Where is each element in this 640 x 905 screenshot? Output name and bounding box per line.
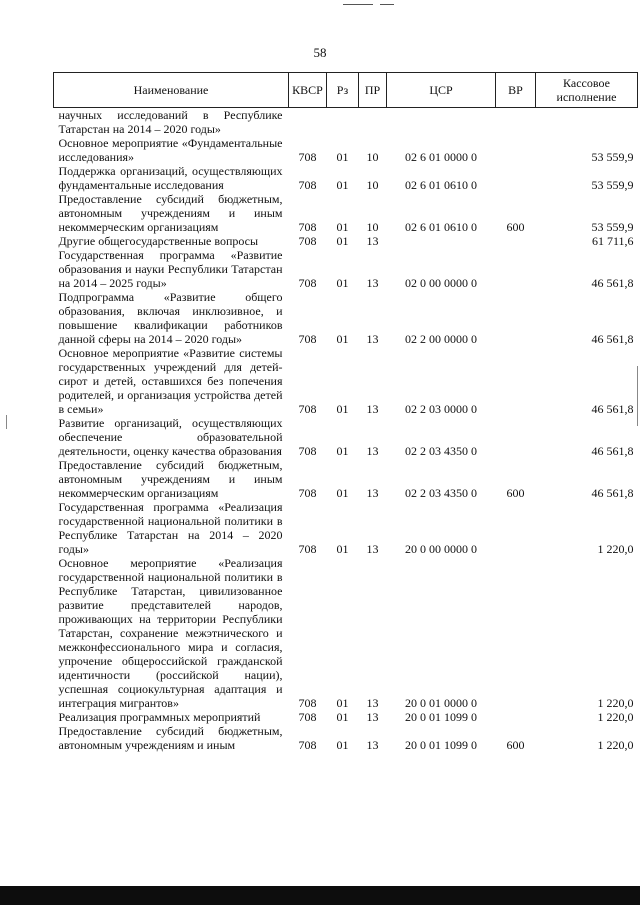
cell-csr	[387, 234, 496, 248]
cell-vr	[496, 710, 536, 724]
cell-kvsr: 708	[298, 710, 317, 724]
cell-name: Предоставление субсидий бюджетным, автономным учреждениям и иным некоммерческим организациям	[58, 192, 283, 234]
cell-name: Реализация программных мероприятий	[58, 710, 261, 724]
cell-rz: 01	[336, 710, 349, 724]
cell-csr: 02 6 01 0000 0	[405, 150, 477, 164]
cell-rz: 01	[336, 738, 349, 752]
cell-csr: 20 0 01 1099 0	[405, 710, 477, 724]
cell-kvsr	[289, 108, 327, 137]
cell-name: Предоставление субсидий бюджетным, автономным учреждениям и иным	[58, 724, 283, 752]
header-amount: Кассовое исполнение	[536, 73, 638, 108]
header-row	[54, 73, 638, 108]
cell-amount: 46 561,8	[591, 332, 634, 346]
table-row	[54, 164, 638, 192]
scan-mark-top-2	[380, 4, 394, 5]
cell-rz: 01	[336, 486, 349, 500]
budget-table-container	[53, 72, 637, 752]
cell-vr	[496, 136, 536, 164]
table-row	[54, 248, 638, 290]
cell-amount: 53 559,9	[591, 150, 634, 164]
cell-pr: 13	[366, 486, 379, 500]
page-number: 58	[313, 45, 327, 60]
cell-csr	[387, 108, 496, 137]
cell-csr: 20 0 01 1099 0	[405, 738, 477, 752]
cell-pr: 13	[366, 276, 379, 290]
cell-pr: 10	[366, 178, 379, 192]
cell-rz: 01	[336, 220, 349, 234]
table-row	[54, 710, 638, 724]
table-row	[54, 108, 638, 137]
cell-rz: 01	[336, 402, 349, 416]
cell-vr	[496, 500, 536, 556]
cell-kvsr: 708	[298, 696, 317, 710]
cell-csr: 02 2 03 4350 0	[405, 444, 477, 458]
scan-artifact-left	[6, 415, 7, 429]
table-row	[54, 346, 638, 416]
cell-csr: 02 2 00 0000 0	[405, 332, 477, 346]
table-row	[54, 458, 638, 500]
cell-vr	[496, 346, 536, 416]
cell-csr: 02 2 03 0000 0	[405, 402, 477, 416]
cell-name: Подпрограмма «Развитие общего образования, включая инклюзивное, и повышение квалификации работников данной сферы на 2014 – 2020 годы»	[58, 290, 283, 346]
cell-rz: 01	[336, 332, 349, 346]
cell-name: Предоставление субсидий бюджетным, автономным учреждениям и иным некоммерческим организациям	[58, 458, 283, 500]
cell-csr: 02 0 00 0000 0	[405, 276, 477, 290]
cell-amount: 46 561,8	[591, 276, 634, 290]
cell-vr	[496, 164, 536, 192]
cell-amount	[536, 108, 638, 137]
cell-kvsr: 708	[298, 738, 317, 752]
cell-name: Поддержка организаций, осуществляющих фундаментальные исследования	[58, 164, 283, 192]
cell-name: научных исследований в Республике Татарстан на 2014 – 2020 годы»	[58, 108, 283, 136]
cell-kvsr: 708	[298, 150, 317, 164]
cell-kvsr: 708	[298, 402, 317, 416]
cell-amount: 46 561,8	[591, 402, 634, 416]
cell-pr	[359, 108, 387, 137]
cell-pr: 10	[366, 220, 379, 234]
table-row	[54, 234, 638, 248]
cell-name: Основное мероприятие «Развитие системы государственных учреждений для детей-сирот и детей, оставшихся без попечения родителей, и организация устройства детей в семьи»	[58, 346, 283, 416]
cell-amount: 53 559,9	[591, 220, 634, 234]
cell-rz: 01	[336, 150, 349, 164]
cell-rz: 01	[336, 542, 349, 556]
cell-amount: 53 559,9	[591, 178, 634, 192]
cell-csr: 20 0 00 0000 0	[405, 542, 477, 556]
cell-rz: 01	[336, 234, 349, 248]
cell-csr: 02 2 03 4350 0	[405, 486, 477, 500]
cell-csr: 20 0 01 0000 0	[405, 696, 477, 710]
header-name: Наименование	[54, 73, 289, 108]
cell-amount: 46 561,8	[591, 486, 634, 500]
table-row	[54, 724, 638, 752]
cell-pr: 13	[366, 738, 379, 752]
cell-pr: 10	[366, 150, 379, 164]
cell-name: Государственная программа «Развитие образования и науки Республики Татарстан на 2014 – 2025 годы»	[58, 248, 283, 290]
cell-pr: 13	[366, 696, 379, 710]
cell-kvsr: 708	[298, 486, 317, 500]
cell-amount: 1 220,0	[597, 542, 634, 556]
cell-rz: 01	[336, 444, 349, 458]
cell-vr: 600	[506, 220, 525, 234]
header-rz: Рз	[327, 73, 359, 108]
cell-amount: 1 220,0	[597, 710, 634, 724]
header-pr: ПР	[359, 73, 387, 108]
cell-rz: 01	[336, 276, 349, 290]
cell-name: Основное мероприятие «Реализация государственной национальной политики в Республике Татарстан, цивилизованное развитие представителей народов, проживающих на территории Республики Татарстан, сохранение межэтнического и межконфессионального мира и согласия, упрочение общероссийской гражданской идентичности (российской нации), успешная социокультурная адаптация и интеграция мигрантов»	[58, 556, 283, 710]
header-kvsr: КВСР	[289, 73, 327, 108]
cell-csr: 02 6 01 0610 0	[405, 220, 477, 234]
cell-amount: 1 220,0	[597, 738, 634, 752]
cell-vr	[496, 290, 536, 346]
header-vr: ВР	[496, 73, 536, 108]
cell-pr: 13	[366, 542, 379, 556]
cell-vr	[496, 108, 536, 137]
table-body	[54, 108, 638, 753]
cell-kvsr: 708	[298, 234, 317, 248]
cell-name: Развитие организаций, осуществляющих обеспечение образовательной деятельности, оценку качества образования	[58, 416, 283, 458]
scan-bottom-border	[0, 886, 640, 905]
cell-vr: 600	[506, 738, 525, 752]
cell-vr: 600	[506, 486, 525, 500]
cell-name: Государственная программа «Реализация государственной национальной политики в Республике Татарстан на 2014 – 2020 годы»	[58, 500, 283, 556]
cell-name: Основное мероприятие «Фундаментальные исследования»	[58, 136, 283, 164]
cell-kvsr: 708	[298, 542, 317, 556]
table-row	[54, 192, 638, 234]
cell-pr: 13	[366, 402, 379, 416]
cell-vr	[496, 556, 536, 710]
table-row	[54, 556, 638, 710]
cell-rz: 01	[336, 696, 349, 710]
cell-rz	[327, 108, 359, 137]
cell-kvsr: 708	[298, 220, 317, 234]
cell-kvsr: 708	[298, 178, 317, 192]
cell-amount: 61 711,6	[591, 234, 634, 248]
cell-vr	[496, 416, 536, 458]
cell-rz: 01	[336, 178, 349, 192]
budget-execution-table	[53, 72, 638, 752]
cell-amount: 46 561,8	[591, 444, 634, 458]
cell-pr: 13	[366, 332, 379, 346]
cell-csr: 02 6 01 0610 0	[405, 178, 477, 192]
cell-name: Другие общегосударственные вопросы	[58, 234, 259, 248]
scan-artifact-right	[637, 366, 638, 426]
cell-kvsr: 708	[298, 444, 317, 458]
cell-kvsr: 708	[298, 332, 317, 346]
table-row	[54, 500, 638, 556]
table-row	[54, 416, 638, 458]
cell-vr	[496, 248, 536, 290]
cell-vr	[496, 234, 536, 248]
table-row	[54, 136, 638, 164]
cell-amount: 1 220,0	[597, 696, 634, 710]
cell-pr: 13	[366, 710, 379, 724]
header-csr: ЦСР	[387, 73, 496, 108]
table-header	[54, 73, 638, 108]
scan-mark-top	[343, 4, 373, 5]
table-row	[54, 290, 638, 346]
cell-kvsr: 708	[298, 276, 317, 290]
cell-pr: 13	[366, 234, 379, 248]
cell-pr: 13	[366, 444, 379, 458]
